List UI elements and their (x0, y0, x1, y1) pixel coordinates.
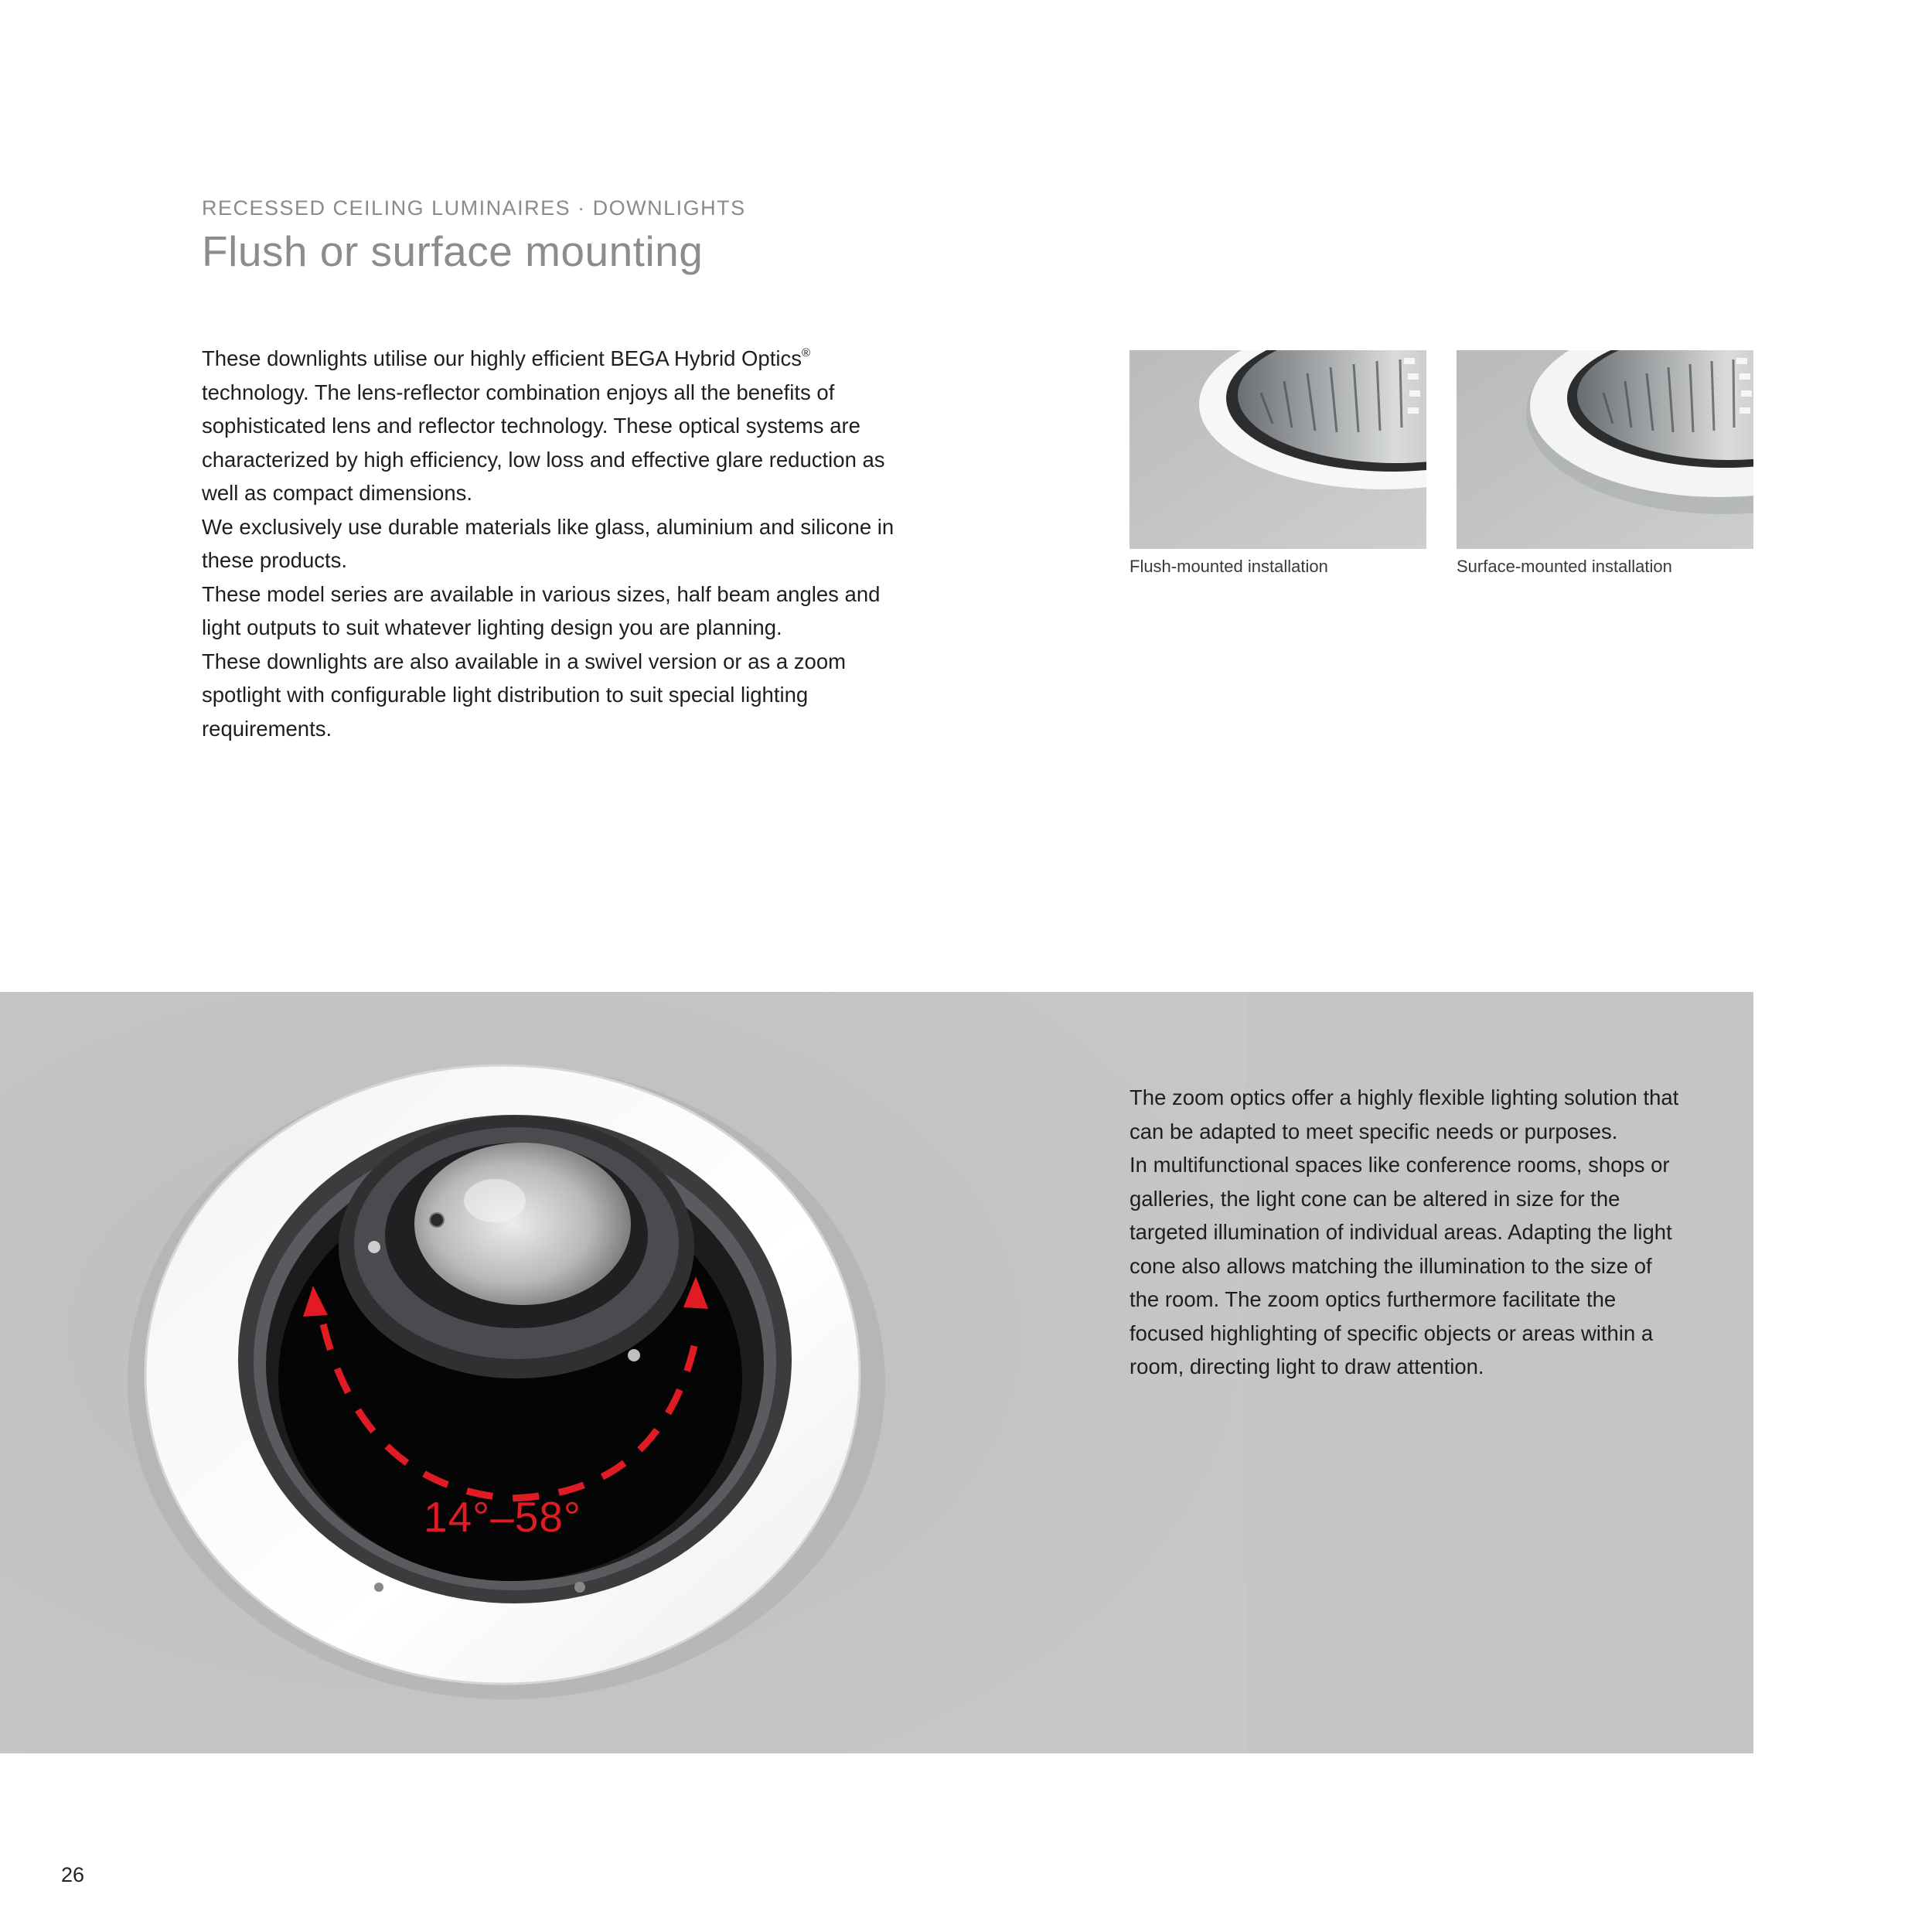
registered-mark: ® (801, 346, 811, 359)
zoom-paragraph-2: In multifunctional spaces like conference rooms, shops or galleries, the light cone can be altered in size for the targeted illumination of individual areas. Adapting the light cone also allows matching the illumination to the size of the room. The zoom optics furthermore facilitate the focused highlighting of specific objects or areas within a room, directing light to draw attention. (1130, 1153, 1672, 1378)
zoom-downlight-image (0, 992, 1246, 1753)
zoom-angle-label: 14°–58° (424, 1493, 581, 1541)
intro-text (202, 342, 921, 745)
page-number: 26 (61, 1863, 85, 1886)
intro-paragraph-1: These downlights utilise our highly efficient BEGA Hybrid Optics® technology. The lens-reflector combination enjoys all the benefits of sophisticated lens and reflector technology. These optical systems are characterized by high efficiency, low loss and effective glare reduction as well as compact dimensions. (202, 346, 885, 505)
zoom-paragraph-1: The zoom optics offer a highly flexible lighting solution that can be adapted to meet specific needs or purposes. (1130, 1085, 1679, 1143)
surface-mounted-image (1457, 350, 1753, 549)
zoom-optics-text (1130, 1081, 1686, 1384)
intro-paragraph-4: These downlights are also available in a swivel version or as a zoom spotlight with configurable light distribution to suit special lighting requirements. (202, 649, 847, 741)
page-title: Flush or surface mounting (202, 227, 704, 275)
flush-mounted-caption: Flush-mounted installation (1130, 557, 1328, 576)
section-kicker: RECESSED CEILING LUMINAIRES · DOWNLIGHTS (202, 196, 746, 220)
intro-paragraph-2: We exclusively use durable materials like glass, aluminium and silicone in these products. (202, 514, 894, 572)
flush-mounted-image (1130, 350, 1426, 549)
surface-mounted-caption: Surface-mounted installation (1457, 557, 1672, 576)
intro-paragraph-3: These model series are available in various sizes, half beam angles and light outputs to suit whatever lighting design you are planning. (202, 581, 881, 639)
